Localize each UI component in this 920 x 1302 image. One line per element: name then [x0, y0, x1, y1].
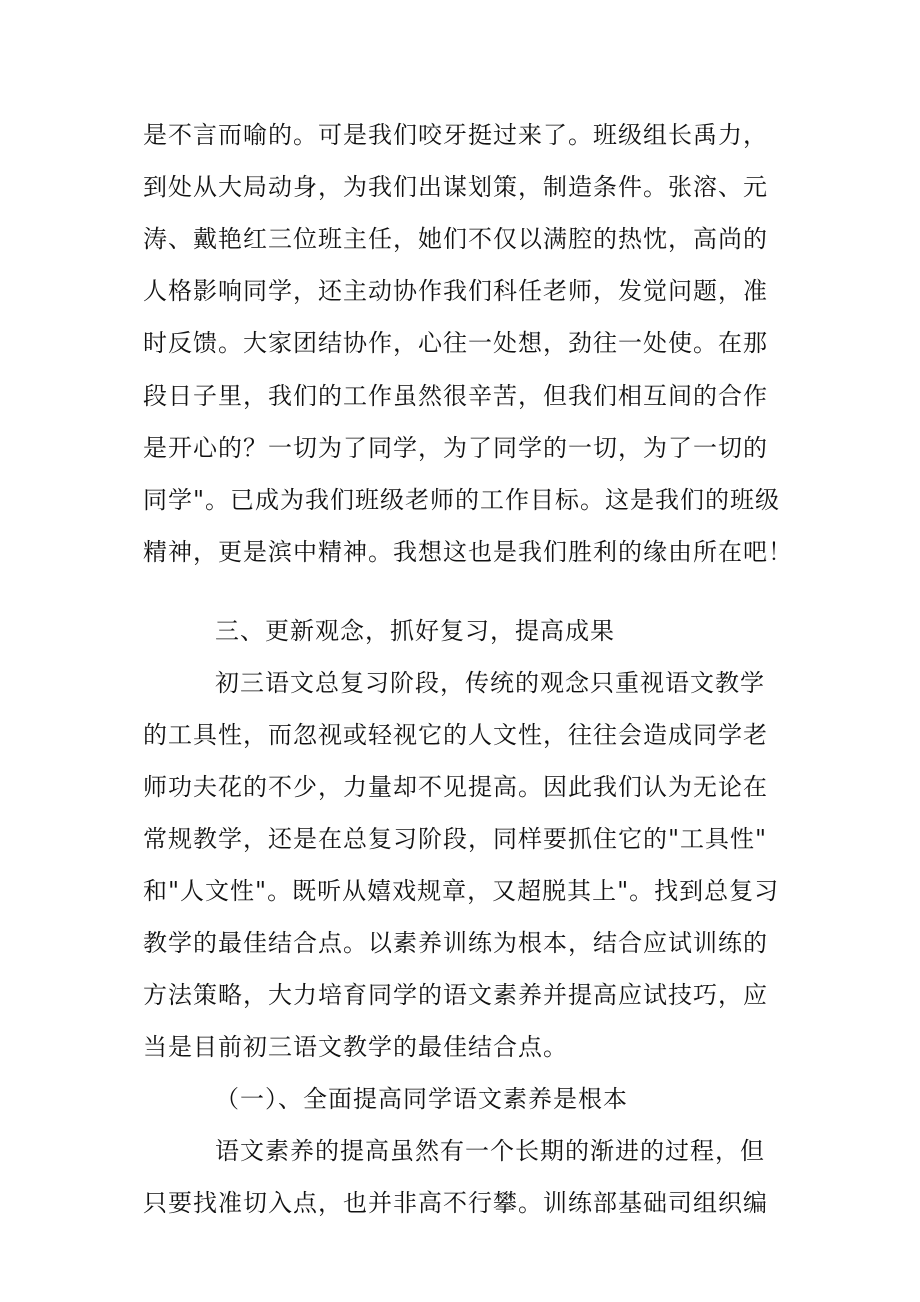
paragraph-line: 到处从大局动身，为我们出谋划策，制造条件。张溶、元	[143, 173, 768, 201]
section-heading: 三、更新观念，抓好复习，提高成果	[215, 617, 615, 645]
paragraph-line: 教学的最佳结合点。以素养训练为根本，结合应试训练的	[143, 929, 768, 957]
paragraph-line: 精神，更是滨中精神。我想这也是我们胜利的缘由所在吧！	[143, 538, 793, 566]
subsection-heading: （一）、全面提高同学语文素养是根本	[215, 1085, 628, 1113]
paragraph-line: 时反馈。大家团结协作，心往一处想，劲往一处使。在那	[143, 329, 768, 357]
paragraph-line: 语文素养的提高虽然有一个长期的渐进的过程，但	[215, 1137, 765, 1165]
paragraph-line: 只要找准切入点，也并非高不行攀。训练部基础司组织编	[143, 1189, 768, 1217]
paragraph-line: 段日子里，我们的工作虽然很辛苦，但我们相互间的合作	[143, 382, 768, 410]
paragraph-line: 涛、戴艳红三位班主任，她们不仅以满腔的热忱，高尚的	[143, 225, 768, 253]
paragraph-line: 当是目前初三语文教学的最佳结合点。	[143, 1033, 568, 1061]
paragraph-line: 同学"。已成为我们班级老师的工作目标。这是我们的班级	[143, 486, 781, 514]
paragraph-line: 是开心的？一切为了同学，为了同学的一切，为了一切的	[143, 434, 768, 462]
paragraph-line: 师功夫花的不少，力量却不见提高。因此我们认为无论在	[143, 773, 768, 801]
paragraph-line: 方法策略，大力培育同学的语文素养并提高应试技巧，应	[143, 981, 768, 1009]
paragraph-line: 的工具性，而忽视或轻视它的人文性，往往会造成同学老	[143, 721, 768, 749]
paragraph-line: 人格影响同学，还主动协作我们科任老师，发觉问题，准	[143, 277, 768, 305]
paragraph-line: 初三语文总复习阶段，传统的观念只重视语文教学	[215, 669, 765, 697]
paragraph-line: 常规教学，还是在总复习阶段，同样要抓住它的"工具性"	[143, 825, 768, 853]
paragraph-line: 和"人文性"。既听从嬉戏规章，又超脱其上"。找到总复习	[143, 877, 780, 905]
paragraph-line: 是不言而喻的。可是我们咬牙挺过来了。班级组长禹力，	[143, 121, 768, 149]
